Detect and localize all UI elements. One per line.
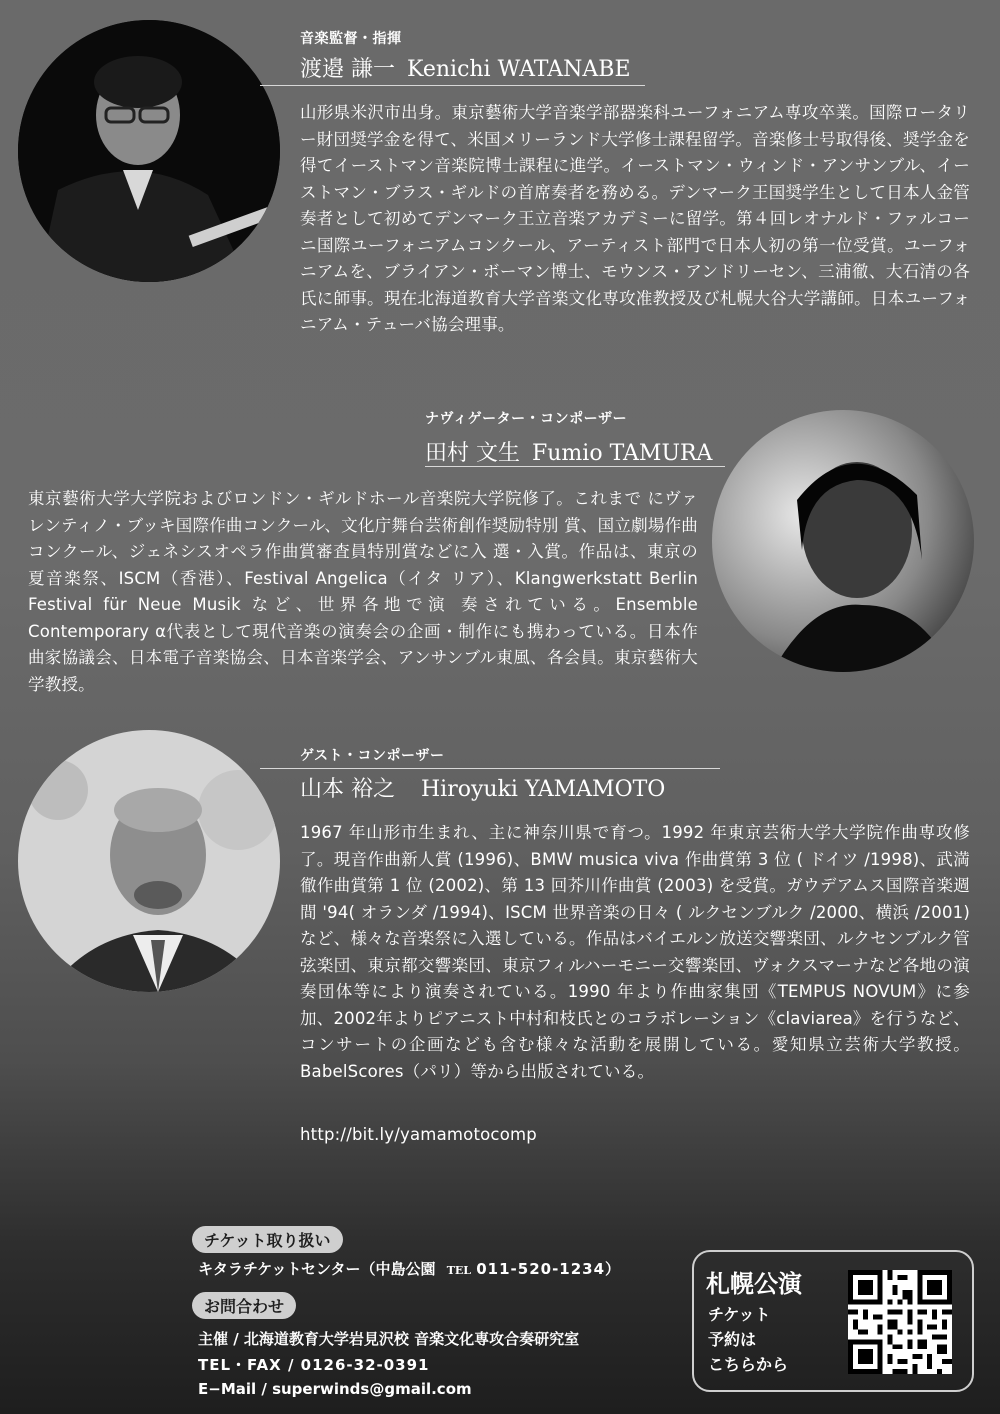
ticket-venue: キタラチケットセンター（中島公園 [198,1260,436,1278]
tamura-bio: 東京藝術大学大学院およびロンドン・ギルドホール音楽院大学院修了。これまで にヴァレンティノ・ブッキ国際作曲コンクール、文化庁舞台芸術創作奨励特別 賞、国立劇場作曲コンクール、ジェネシスオペラ作曲賞審査員特別賞などに入 選・入賞。作品は、東京の夏音楽祭、ISCM（香港）、Festival Angelica（イタ リア）、Klangwerkstatt Berlin Festival für Neue Musik など、世界各地で演 奏されている。Ensemble Contemporary α代表として現代音楽の演奏会の企画・制作にも携わっている。日本作曲家協議会、日本電子音楽協会、日本音楽学会、アンサンブル東風、各会員。東京藝術大学教授。 [28,489,698,694]
tamura-name-ja: 田村 文生 [425,441,520,466]
yamamoto-photo [18,730,280,992]
qr-box-line3: こちらから [708,1355,789,1374]
ticket-tel: 011-520-1234） [476,1260,622,1278]
tamura-photo [712,410,974,672]
watanabe-name [300,52,631,83]
watanabe-name-en: Kenichi WATANABE [407,57,631,82]
organizer-line: 主催 / 北海道教育大学岩見沢校 音楽文化専攻合奏研究室 [198,1330,580,1348]
yamamoto-name [300,772,665,803]
watanabe-divider [260,85,645,86]
conductor-portrait-icon [18,20,280,282]
yamamoto-url[interactable]: http://bit.ly/yamamotocomp [300,1125,537,1144]
yamamoto-divider [260,768,720,769]
tamura-role: ナヴィゲーター・コンポーザー [425,411,628,427]
yamamoto-name-en: Hiroyuki YAMAMOTO [421,777,666,802]
inquiry-label: お問合わせ [192,1292,296,1319]
yamamoto-name-ja: 山本 裕之 [300,777,395,802]
qr-code-icon[interactable] [848,1270,952,1374]
tamura-name-en: Fumio TAMURA [532,441,713,466]
tel-mark: TEL [446,1264,471,1277]
tickets-label: チケット取り扱い [192,1226,343,1253]
qr-box-line2: 予約は [708,1330,757,1349]
watanabe-name-ja: 渡邉 謙一 [300,57,395,82]
tamura-divider [425,466,725,467]
guest-portrait-icon [18,730,280,992]
watanabe-bio: 山形県米沢市出身。東京藝術大学音楽学部器楽科ユーフォニアム専攻卒業。国際ロータリー財団奨学金を得て、米国メリーランド大学修士課程留学。音楽修士号取得後、奨学金を得てイーストマン音楽院博士課程に進学。イーストマン・ウィンド・アンサンブル、イーストマン・ブラス・ギルドの首席奏者を務める。デンマーク王国奨学生として日本人金管奏者として初めてデンマーク王立音楽アカデミーに留学。第４回レオナルド・ファルコーニ国際ユーフォニアムコンクール、アーティスト部門で日本人初の第一位受賞。ユーフォニアムを、ブライアン・ボーマン博士、モウンス・アンドリーセン、三浦徹、大石清の各氏に師事。現在北海道教育大学音楽文化専攻准教授及び札幌大谷大学講師。日本ユーフォニアム・テューバ協会理事。 [300,103,970,334]
yamamoto-role: ゲスト・コンポーザー [300,748,445,764]
tickets-info [198,1258,621,1279]
email-line[interactable]: E−Mail / superwinds@gmail.com [198,1380,472,1398]
tamura-name [425,436,712,467]
watanabe-photo [18,20,280,282]
qr-box-title: 札幌公演 [706,1270,802,1298]
yamamoto-bio: 1967 年山形市生まれ、主に神奈川県で育つ。1992 年東京芸術大学大学院作曲専攻修了。現音作曲新人賞 (1996)、BMW musica viva 作曲賞第 3 位 ( ドイツ /1998)、武満徹作曲賞第 1 位 (2002)、第 13 回芥川作曲賞 (2003) を受賞。ガウデアムス国際音楽週間 '94( オランダ /1994)、ISCM 世界音楽の日々 ( ルクセンブルク /2000、横浜 /2001) など、様々な音楽祭に入選している。作品はバイエルン放送交響楽団、ルクセンブルク管弦楽団、東京都交響楽団、東京フィルハーモニー交響楽団、ヴォクスマーナなど各地の演奏団体等により演奏されている。1990 年より作曲家集団《TEMPUS NOVUM》に参加、2002年よりピアニスト中村和枝氏とのコラボレーション《claviarea》を行うなど、コンサートの企画なども含む様々な活動を展開している。愛知県立芸術大学教授。BabelScores（パリ）等から出版されている。 [300,823,970,1081]
qr-ticket-box[interactable] [692,1250,974,1392]
telfax-line: TEL・FAX / 0126-32-0391 [198,1356,430,1374]
qr-box-line1: チケット [708,1305,771,1324]
watanabe-role: 音楽監督・指揮 [300,31,402,47]
composer-portrait-icon [712,410,974,672]
